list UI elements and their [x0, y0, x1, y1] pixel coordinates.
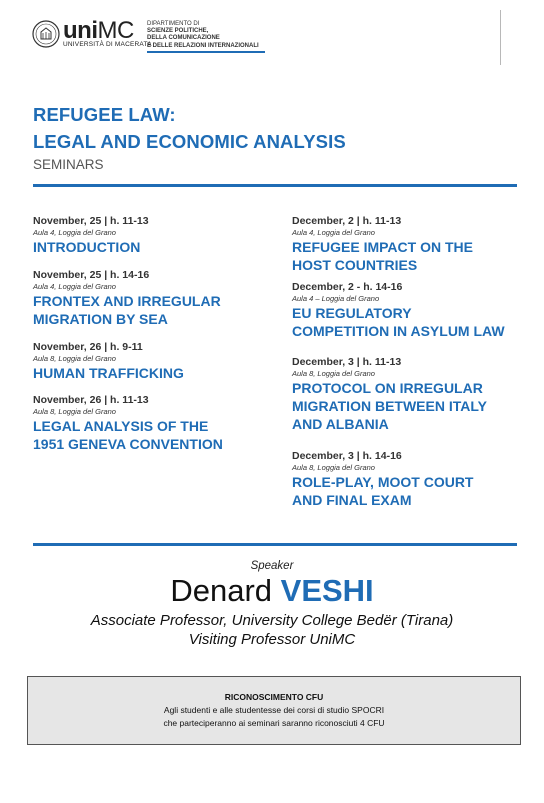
session-room: Aula 8, Loggia del Grano [33, 354, 116, 363]
session-right-4 [292, 450, 522, 509]
logo-right: MC [97, 17, 134, 44]
unimc-logo [63, 19, 134, 43]
speaker-name [0, 573, 544, 609]
dept-line-1: DIPARTIMENTO DI [147, 21, 200, 27]
dept-line-2: SCIENZE POLITICHE, [147, 28, 209, 35]
session-room: Aula 4, Loggia del Grano [292, 228, 375, 237]
session-right-2 [292, 281, 522, 340]
university-seal-icon [32, 20, 60, 48]
session-date: December, 3 | h. 11-13 [292, 356, 402, 368]
session-topic-line-2: AND FINAL EXAM [292, 492, 412, 508]
logo-subtitle: UNIVERSITÀ DI MACERATA [63, 41, 152, 48]
session-topic: PROTOCOL ON IRREGULAR [292, 380, 483, 396]
speaker-first-name: Denard [170, 573, 273, 608]
session-room: Aula 8, Loggia del Grano [292, 463, 375, 472]
title-line-2: LEGAL AND ECONOMIC ANALYSIS [33, 131, 346, 152]
session-room: Aula 4, Loggia del Grano [33, 282, 116, 291]
session-room: Aula 4, Loggia del Grano [33, 228, 116, 237]
cfu-line-2: che parteciperanno ai seminari saranno riconosciuti 4 CFU [163, 718, 385, 728]
title-line-1: REFUGEE LAW: [33, 104, 176, 125]
top-divider [33, 184, 517, 187]
bottom-divider [33, 543, 517, 546]
dept-line-4: E DELLE RELAZIONI INTERNAZIONALI [147, 42, 259, 49]
session-left-1 [33, 215, 273, 256]
session-right-3 [292, 356, 522, 433]
session-left-4 [33, 394, 273, 453]
session-topic: INTRODUCTION [33, 239, 141, 255]
session-room: Aula 4 – Loggia del Grano [292, 294, 380, 303]
session-room: Aula 8, Loggia del Grano [292, 369, 375, 378]
speaker-role-1: Associate Professor, University College Bedër (Tirana) [90, 612, 454, 629]
session-date: November, 26 | h. 9-11 [33, 341, 143, 353]
session-topic: REFUGEE IMPACT ON THE [292, 239, 473, 255]
session-topic-line-2: MIGRATION BY SEA [33, 311, 168, 327]
session-topic-line-2: MIGRATION BETWEEN ITALY [292, 398, 487, 414]
session-date: December, 2 - h. 14-16 [292, 281, 403, 293]
session-room: Aula 8, Loggia del Grano [33, 407, 116, 416]
session-topic: FRONTEX AND IRREGULAR [33, 293, 221, 309]
session-topic: LEGAL ANALYSIS OF THE [33, 418, 209, 434]
dept-line-3: DELLA COMUNICAZIONE [147, 35, 220, 42]
cfu-notice-box [27, 676, 521, 745]
session-topic-line-2: 1951 GENEVA CONVENTION [33, 436, 223, 452]
logo-left: uni [63, 17, 98, 44]
session-topic: ROLE-PLAY, MOOT COURT [292, 474, 474, 490]
department-name [147, 21, 259, 50]
session-date: November, 26 | h. 11-13 [33, 394, 149, 406]
subtitle: SEMINARS [33, 157, 104, 172]
speaker-last-name: VESHI [280, 573, 374, 608]
session-topic-line-2: HOST COUNTRIES [292, 257, 418, 273]
session-right-1 [292, 215, 522, 274]
session-topic: HUMAN TRAFFICKING [33, 365, 184, 381]
session-date: December, 3 | h. 14-16 [292, 450, 402, 462]
session-date: November, 25 | h. 11-13 [33, 215, 149, 227]
session-left-2 [33, 269, 273, 328]
session-date: November, 25 | h. 14-16 [33, 269, 150, 281]
cfu-line-1: Agli studenti e alle studentesse dei corsi di studio SPOCRI [163, 705, 385, 715]
session-topic-line-2: COMPETITION IN ASYLUM LAW [292, 323, 505, 339]
speaker-label: Speaker [250, 560, 294, 572]
session-date: December, 2 | h. 11-13 [292, 215, 402, 227]
cfu-title: RICONOSCIMENTO CFU [224, 692, 324, 702]
speaker-role-2: Visiting Professor UniMC [188, 631, 356, 648]
session-topic: EU REGULATORY [292, 305, 412, 321]
corner-divider [500, 10, 501, 65]
session-topic-line-3: AND ALBANIA [292, 416, 389, 432]
department-underline [147, 51, 265, 53]
session-left-3 [33, 341, 273, 382]
